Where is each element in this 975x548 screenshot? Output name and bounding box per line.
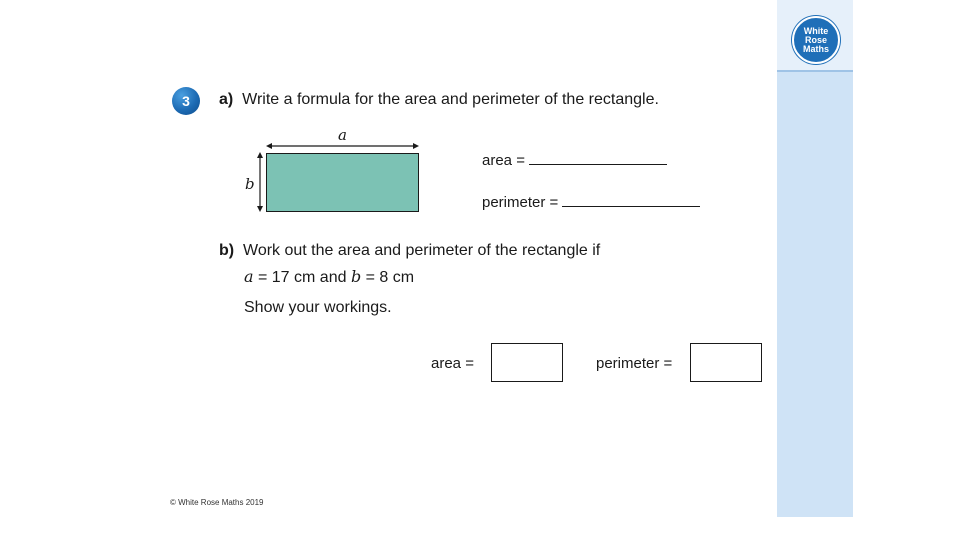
side-a-arrowhead-left [266,143,272,149]
logo-line-2: Rose [804,34,827,45]
green-rectangle [266,153,419,212]
side-panel [777,0,853,517]
perimeter-formula-label: perimeter = [482,194,559,211]
side-a-label: a [338,126,347,144]
copyright-footer: © White Rose Maths 2019 [170,498,264,507]
part-a-prompt [219,91,659,109]
perimeter-formula-row [482,192,700,211]
side-b-label: b [245,175,255,193]
side-a-arrowhead-right [413,143,419,149]
part-b-values [244,267,414,287]
perimeter-answer-label: perimeter = [596,355,673,372]
part-b-prompt [219,242,600,260]
logo-line-1: White [803,25,829,36]
perimeter-formula-answer-line[interactable] [562,192,700,207]
question-number-badge: 3 [172,87,200,115]
area-answer-box[interactable] [491,343,563,382]
show-workings-instruction: Show your workings. [244,299,392,316]
eq-a: = 17 cm and [253,269,351,286]
perimeter-answer-box[interactable] [690,343,762,382]
side-b-arrowhead-top [257,152,263,158]
part-b-label: b) [219,242,235,259]
part-b-text: Work out the area and perimeter of the rectangle if [243,242,601,259]
side-b-arrowhead-bottom [257,206,263,212]
part-a-label: a) [219,91,234,108]
area-formula-row [482,150,667,169]
area-formula-label: area = [482,152,525,169]
var-a: a [244,267,254,286]
logo-line-3: Maths [802,43,829,54]
area-answer-label: area = [431,355,474,372]
eq-b: = 8 cm [361,269,415,286]
part-a-text: Write a formula for the area and perimeter of the rectangle. [242,91,659,108]
white-rose-maths-logo [792,16,840,64]
area-formula-answer-line[interactable] [529,150,667,165]
var-b: b [350,267,362,286]
